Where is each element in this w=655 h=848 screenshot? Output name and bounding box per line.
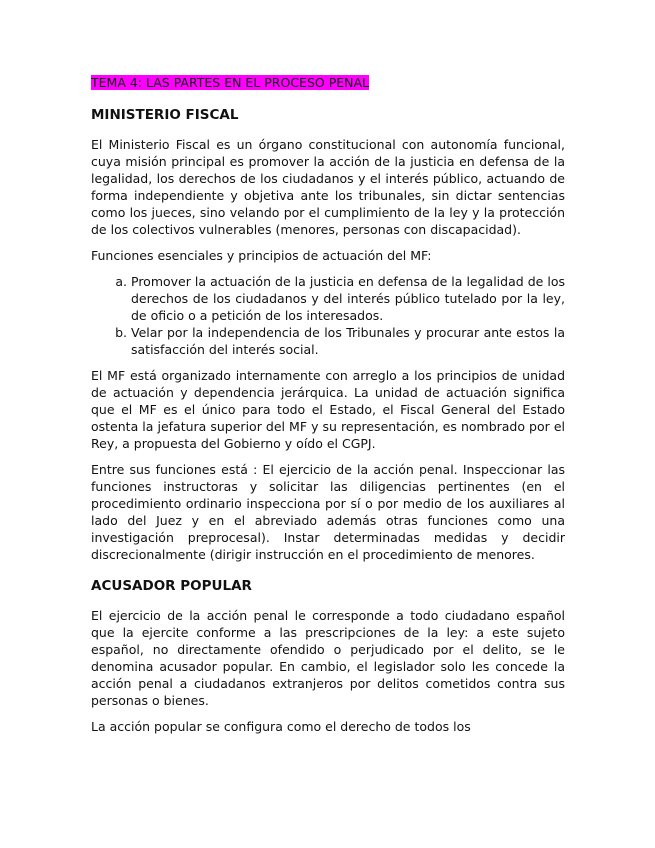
mf-functions-list (91, 273, 565, 358)
paragraph-mf-functions-intro: Funciones esenciales y principios de actuación del MF: (91, 248, 432, 263)
paragraph-mf-organization: El MF está organizado internamente con arreglo a los principios de unidad de actuación y dependencia jerárquica. La unidad de actuación significa que el MF es el único para todo el Estado, el Fiscal General del Estado ostenta la jefatura superior del MF y su representación, es nombrado por el Rey, a propuesta del Gobierno y oído el CGPJ. (91, 368, 565, 451)
heading-acusador-popular: ACUSADOR POPULAR (91, 578, 252, 594)
list-item: b. Velar por la independencia de los Tribunales y procurar ante estos la satisfacción del interés social. (131, 324, 565, 358)
list-item: a. Promover la actuación de la justicia en defensa de la legalidad de los derechos de los ciudadanos y del interés público tutelado por la ley, de oficio o a petición de los interesados. (131, 273, 565, 324)
heading-ministerio-fiscal: MINISTERIO FISCAL (91, 107, 239, 123)
document-title (91, 74, 565, 91)
paragraph-mf-duties: Entre sus funciones está : El ejercicio de la acción penal. Inspeccionar las funciones instructoras y solicitar las diligencias pertinentes (en el procedimiento ordinario inspecciona por sí o por medio de los auxiliares al lado del Juez y en el abreviado además otras funciones como una investigación preprocesal). Instar determinadas medidas y decidir discrecionalmente (dirigir instrucción en el procedimiento de menores. (91, 462, 565, 562)
paragraph-accion-popular: La acción popular se configura como el derecho de todos los (91, 719, 471, 734)
paragraph-acusador-definition: El ejercicio de la acción penal le corresponde a todo ciudadano español que la ejercite conforme a las prescripciones de la ley: a este sujeto español, no directamente ofendido o perjudicado por el delito, se le denomina acusador popular. En cambio, el legislador solo les concede la acción penal a ciudadanos extranjeros por delitos cometidos contra sus personas o bienes. (91, 608, 565, 708)
paragraph-mf-definition: El Ministerio Fiscal es un órgano constitucional con autonomía funcional, cuya misión principal es promover la acción de la justicia en defensa de la legalidad, los derechos de los ciudadanos y el interés público, actuando de forma independiente y objetiva ante los tribunales, sin dictar sentencias como los jueces, sino velando por el cumplimiento de la ley y la protección de los colectivos vulnerables (menores, personas con discapacidad). (91, 137, 565, 237)
title-highlight: TEMA 4: LAS PARTES EN EL PROCESO PENAL (91, 75, 369, 90)
